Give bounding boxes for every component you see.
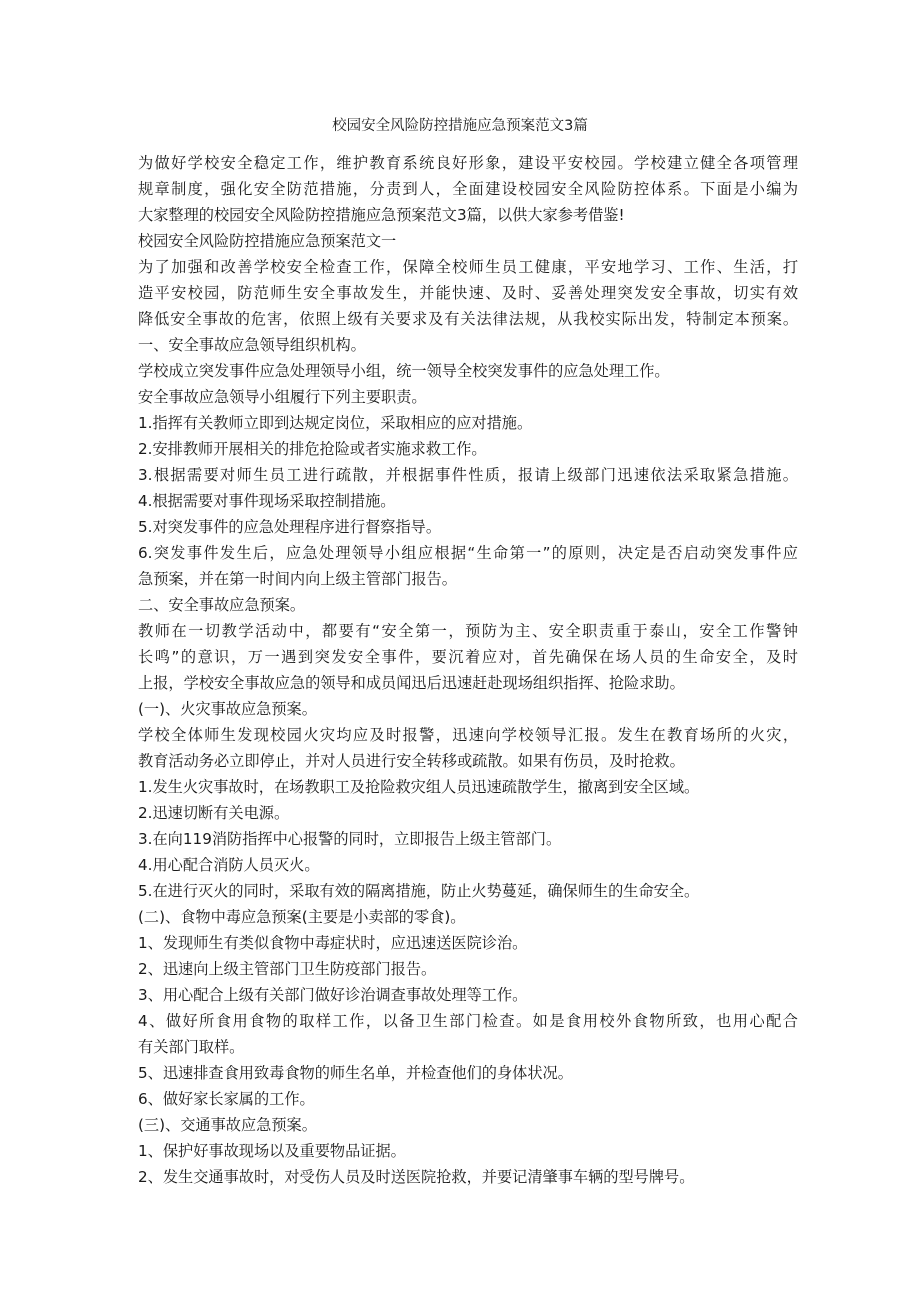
- text-line: 规章制度，强化安全防范措施，分责到人，全面建设校园安全风险防控体系。下面是小编为: [138, 180, 798, 198]
- document-body: [138, 150, 798, 1190]
- text-line: 二、安全事故应急预案。: [138, 596, 306, 614]
- text-line: 3、用心配合上级有关部门做好诊治调查事故处理等工作。: [138, 986, 528, 1004]
- text-line: 教师在一切教学活动中，都要有“安全第一，预防为主、安全职责重于泰山，安全工作警钟: [138, 622, 798, 640]
- text-line: 教育活动务必立即停止，并对人员进行安全转移或疏散。如果有伤员，及时抢救。: [138, 752, 685, 770]
- text-line: (三)、交通事故应急预案。: [138, 1116, 317, 1134]
- text-line: 有关部门取样。: [138, 1038, 245, 1056]
- text-line: 为了加强和改善学校安全检查工作，保障全校师生员工健康，平安地学习、工作、生活，打: [138, 258, 798, 276]
- text-line: 急预案，并在第一时间内向上级主管部门报告。: [138, 570, 457, 588]
- text-line: 造平安校园，防范师生安全事故发生，并能快速、及时、妥善处理突发安全事故，切实有效: [138, 284, 798, 302]
- text-line: 学校全体师生发现校园火灾均应及时报警，迅速向学校领导汇报。发生在教育场所的火灾，: [138, 726, 798, 744]
- text-line: 5、迅速排查食用致毒食物的师生名单，并检查他们的身体状况。: [138, 1064, 573, 1082]
- text-line: 1、保护好事故现场以及重要物品证据。: [138, 1142, 406, 1160]
- text-line: 3.在向119消防指挥中心报警的同时，立即报告上级主管部门。: [138, 830, 562, 848]
- document-title: 校园安全风险防控措施应急预案范文3篇: [332, 118, 588, 134]
- text-line: 1.指挥有关教师立即到达规定岗位，采取相应的应对措施。: [138, 414, 533, 432]
- text-line: 5.在进行灭火的同时，采取有效的隔离措施，防止火势蔓延，确保师生的生命安全。: [138, 882, 700, 900]
- text-line: 为做好学校安全稳定工作，维护教育系统良好形象，建设平安校园。学校建立健全各项管理: [138, 154, 798, 172]
- text-line: 大家整理的校园安全风险防控措施应急预案范文3篇，以供大家参考借鉴!: [138, 206, 625, 224]
- text-line: 学校成立突发事件应急处理领导小组，统一领导全校突发事件的应急处理工作。: [138, 362, 670, 380]
- text-line: 降低安全事故的危害，依照上级有关要求及有关法律法规，从我校实际出发，特制定本预案。: [138, 310, 798, 328]
- text-line: 3.根据需要对师生员工进行疏散，并根据事件性质，报请上级部门迅速依法采取紧急措施。: [138, 466, 798, 484]
- text-line: 4.用心配合消防人员灭火。: [138, 856, 320, 874]
- text-line: 安全事故应急领导小组履行下列主要职责。: [138, 388, 427, 406]
- text-line: 1、发现师生有类似食物中毒症状时，应迅速送医院诊治。: [138, 934, 528, 952]
- text-line: 一、安全事故应急领导组织机构。: [138, 336, 366, 354]
- text-line: 长鸣”的意识，万一遇到突发安全事件，要沉着应对，首先确保在场人员的生命安全，及时: [138, 648, 798, 666]
- text-line: 2、迅速向上级主管部门卫生防疫部门报告。: [138, 960, 437, 978]
- text-line: 1.发生火灾事故时，在场教职工及抢险救灾组人员迅速疏散学生，撤离到安全区域。: [138, 778, 700, 796]
- text-line: 5.对突发事件的应急处理程序进行督察指导。: [138, 518, 442, 536]
- text-line: 2.迅速切断有关电源。: [138, 804, 290, 822]
- text-line: 2、发生交通事故时，对受伤人员及时送医院抢救，并要记清肇事车辆的型号牌号。: [138, 1168, 695, 1186]
- text-line: 2.安排教师开展相关的排危抢险或者实施求救工作。: [138, 440, 487, 458]
- text-line: (一)、火灾事故应急预案。: [138, 700, 317, 718]
- text-line: 4、做好所食用食物的取样工作，以备卫生部门检查。如是食用校外食物所致，也用心配合: [138, 1012, 798, 1030]
- text-line: 校园安全风险防控措施应急预案范文一: [138, 232, 397, 250]
- text-line: (二)、食物中毒应急预案(主要是小卖部的零食)。: [138, 908, 466, 926]
- text-line: 6.突发事件发生后，应急处理领导小组应根据“生命第一”的原则，决定是否启动突发事件应: [138, 544, 798, 562]
- text-line: 6、做好家长家属的工作。: [138, 1090, 315, 1108]
- text-line: 4.根据需要对事件现场采取控制措施。: [138, 492, 396, 510]
- text-line: 上报，学校安全事故应急的领导和成员闻迅后迅速赶赴现场组织指挥、抢险求助。: [138, 674, 685, 692]
